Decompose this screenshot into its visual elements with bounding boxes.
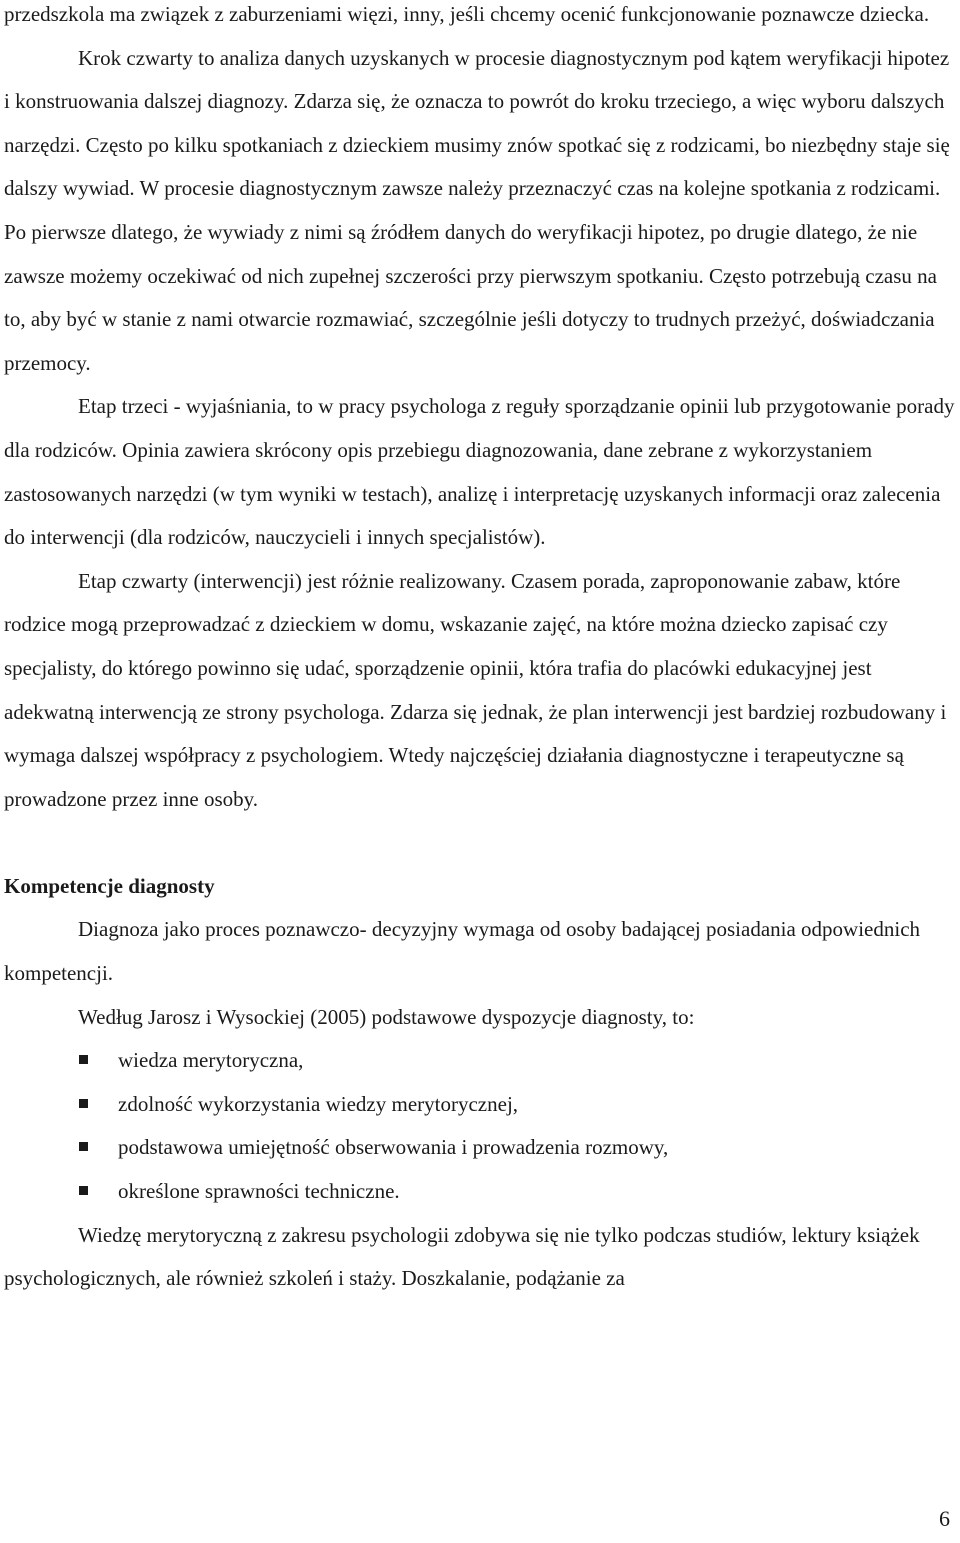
paragraph-step-four: Krok czwarty to analiza danych uzyskanych w procesie diagnostycznym pod kątem weryfikacji hipotez i konstruowania dalszej diagnozy. Zdarza się, że oznacza to powrót do kroku trzeciego, a więc wyboru dalszych narzędzi. Często po kilku spotkaniach z dzieckiem musimy znów spotkać się z rodzicami, bo niezbędny staje się dalszy wywiad. W procesie diagnostycznym zawsze należy przeznaczyć czas na kolejne spotkania z rodzicami. Po pierwsze dlatego, że wywiady z nimi są źródłem danych do weryfikacji hipotez, po drugie dlatego, że nie zawsze możemy oczekiwać od nich zupełnej szczerości przy pierwszym spotkaniu. Często potrzebują czasu na to, aby być w stanie z nami otwarcie rozmawiać, szczególnie jeśli dotyczy to trudnych przeżyć, doświadczania przemocy. xyxy=(4,45,950,375)
list-item xyxy=(4,1170,956,1214)
list-item xyxy=(4,1126,956,1170)
list-item xyxy=(4,1083,956,1127)
list-item-text: określone sprawności techniczne. xyxy=(118,1179,400,1204)
paragraph-competences-intro: Diagnoza jako proces poznawczo- decyzyjny wymaga od osoby badającej posiadania odpowiednich kompetencji. xyxy=(4,917,921,986)
square-bullet-icon xyxy=(79,1099,88,1108)
square-bullet-icon xyxy=(79,1142,88,1151)
list-item-text: wiedza merytoryczna, xyxy=(118,1048,304,1073)
list-item-text: podstawowa umiejętność obserwowania i prowadzenia rozmowy, xyxy=(118,1135,669,1160)
paragraph-stage-three: Etap trzeci - wyjaśniania, to w pracy psychologa z reguły sporządzanie opinii lub przygotowanie porady dla rodziców. Opinia zawiera skrócony opis przebiegu diagnozowania, dane zebrane z wykorzystaniem zastosowanych narzędzi (w tym wyniki w testach), analizę i interpretację uzyskanych informacji oraz zalecenia do interwencji (dla rodziców, nauczycieli i innych specjalistów). xyxy=(4,394,955,550)
dispositions-list xyxy=(4,1039,956,1213)
section-spacer xyxy=(4,821,956,865)
section-heading: Kompetencje diagnosty xyxy=(4,873,215,898)
square-bullet-icon xyxy=(79,1055,88,1064)
square-bullet-icon xyxy=(79,1186,88,1195)
list-item-text: zdolność wykorzystania wiedzy merytorycznej, xyxy=(118,1091,519,1116)
page-content xyxy=(4,0,956,1301)
paragraph-stage-four: Etap czwarty (interwencji) jest różnie realizowany. Czasem porada, zaproponowanie zabaw, które rodzice mogą przeprowadzać z dzieckiem w domu, wskazanie zajęć, na które można dziecko zapisać czy specjalisty, do którego powinno się udać, sporządzenie opinii, która trafia do placówki edukacyjnej jest adekwatną interwencją ze strony psychologa. Zdarza się jednak, że plan interwencji jest bardziej rozbudowany i wymaga dalszej współpracy z psychologiem. Wtedy najczęściej działania diagnostyczne i terapeutyczne są prowadzone przez inne osoby. xyxy=(4,568,947,811)
paragraph-knowledge: Wiedzę merytoryczną z zakresu psychologii zdobywa się nie tylko podczas studiów, lektury książek psychologicznych, ale również szkoleń i staży. Doszkalanie, podążanie za xyxy=(4,1222,920,1291)
paragraph-dispositions-intro: Według Jarosz i Wysockiej (2005) podstawowe dyspozycje diagnosty, to: xyxy=(78,1004,695,1029)
list-item xyxy=(4,1039,956,1083)
page-number: 6 xyxy=(939,1506,950,1531)
paragraph-continuation: przedszkola ma związek z zaburzeniami więzi, inny, jeśli chcemy ocenić funkcjonowanie poznawcze dziecka. xyxy=(4,2,930,26)
